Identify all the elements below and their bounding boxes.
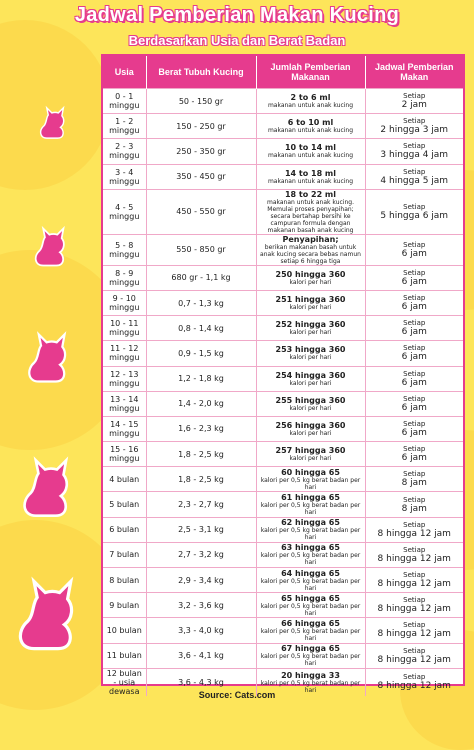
- jadwal-main: 6 jam: [401, 453, 427, 464]
- jadwal-top: Setiap: [403, 445, 426, 454]
- cell-jadwal: [365, 114, 463, 139]
- jumlah-sub: kalori per hari: [289, 429, 332, 437]
- cell-jumlah: [256, 139, 365, 164]
- table-row: [103, 517, 463, 542]
- jadwal-top: Setiap: [403, 92, 426, 101]
- table-row: [103, 265, 463, 290]
- cell-jadwal: [365, 234, 463, 265]
- jumlah-sub: kalori per 0,5 kg berat badan per hari: [260, 679, 361, 694]
- jadwal-top: Setiap: [403, 646, 426, 655]
- table-row: [103, 643, 463, 668]
- jumlah-main: 250 hingga 360: [275, 269, 346, 279]
- jumlah-sub: makanan untuk anak kucing: [267, 177, 354, 185]
- cat-icon: [22, 330, 78, 386]
- jadwal-top: Setiap: [403, 319, 426, 328]
- cell-jumlah: [256, 265, 365, 290]
- jadwal-top: Setiap: [403, 268, 426, 277]
- cell-jadwal: [365, 139, 463, 164]
- cell-usia: 10 - 11 minggu: [103, 316, 146, 341]
- jumlah-main: 65 hingga 65: [281, 593, 340, 603]
- jumlah-main: 18 to 22 ml: [284, 189, 337, 199]
- jadwal-top: Setiap: [403, 596, 426, 605]
- source-credit: Source: Cats.com: [198, 690, 276, 700]
- jadwal-top: Setiap: [403, 394, 426, 403]
- cell-berat: 2,5 - 3,1 kg: [146, 517, 256, 542]
- jadwal-main: 2 jam: [401, 100, 427, 111]
- cell-berat: 1,2 - 1,8 kg: [146, 366, 256, 391]
- cell-usia: 15 - 16 minggu: [103, 442, 146, 467]
- jumlah-main: 251 hingga 360: [275, 295, 346, 305]
- jadwal-top: Setiap: [403, 294, 426, 303]
- jadwal-top: Setiap: [403, 369, 426, 378]
- cell-berat: 3,3 - 4,0 kg: [146, 618, 256, 643]
- cell-jadwal: [365, 568, 463, 593]
- cell-usia: 0 - 1 minggu: [103, 89, 146, 114]
- cell-jadwal: [365, 593, 463, 618]
- cell-jadwal: [365, 643, 463, 668]
- cell-berat: 3,6 - 4,1 kg: [146, 643, 256, 668]
- cell-jadwal: [365, 265, 463, 290]
- jumlah-sub: kalori per 0,5 kg berat badan per hari: [260, 577, 361, 592]
- jadwal-top: Setiap: [403, 545, 426, 554]
- table-row: [103, 189, 463, 234]
- cell-berat: 1,8 - 2,5 kg: [146, 467, 256, 492]
- cell-jadwal: [365, 416, 463, 441]
- table-row: [103, 316, 463, 341]
- jadwal-main: 8 hingga 12 jam: [377, 528, 451, 539]
- cell-usia: 14 - 15 minggu: [103, 416, 146, 441]
- jumlah-main: 14 to 18 ml: [284, 168, 337, 178]
- jadwal-main: 8 hingga 12 jam: [377, 629, 451, 640]
- cell-usia: 5 - 8 minggu: [103, 234, 146, 265]
- jadwal-top: Setiap: [403, 202, 426, 211]
- jadwal-main: 6 jam: [401, 402, 427, 413]
- cell-jadwal: [365, 189, 463, 234]
- cell-berat: 2,7 - 3,2 kg: [146, 542, 256, 567]
- cell-berat: 1,6 - 2,3 kg: [146, 416, 256, 441]
- jadwal-main: 6 jam: [401, 327, 427, 338]
- jumlah-sub: makanan untuk anak kucing: [267, 102, 354, 110]
- jumlah-main: Penyapihan;: [282, 234, 339, 244]
- jadwal-main: 6 jam: [401, 377, 427, 388]
- cell-jadwal: [365, 467, 463, 492]
- table-row: [103, 234, 463, 265]
- cell-jadwal: [365, 316, 463, 341]
- jumlah-main: 2 to 6 ml: [290, 93, 331, 103]
- table-row: [103, 467, 463, 492]
- jumlah-sub: kalori per hari: [289, 278, 332, 286]
- cell-jadwal: [365, 492, 463, 517]
- cell-usia: 12 - 13 minggu: [103, 366, 146, 391]
- jadwal-main: 6 jam: [401, 276, 427, 287]
- cell-jumlah: [256, 618, 365, 643]
- cell-usia: 9 - 10 minggu: [103, 290, 146, 315]
- jadwal-top: Setiap: [403, 495, 426, 504]
- cell-berat: 150 - 250 gr: [146, 114, 256, 139]
- cell-jumlah: [256, 391, 365, 416]
- jumlah-main: 60 hingga 65: [281, 467, 340, 477]
- jadwal-main: 8 hingga 12 jam: [377, 553, 451, 564]
- header-jadwal: Jadwal Pemberian Makan: [365, 56, 463, 89]
- cell-usia: 12 bulan - usia dewasa: [103, 668, 146, 696]
- jadwal-top: Setiap: [403, 571, 426, 580]
- cell-jumlah: [256, 114, 365, 139]
- cell-usia: 7 bulan: [103, 542, 146, 567]
- cell-usia: 5 bulan: [103, 492, 146, 517]
- jadwal-top: Setiap: [403, 344, 426, 353]
- table-row: [103, 164, 463, 189]
- cell-berat: 680 gr - 1,1 kg: [146, 265, 256, 290]
- table-row: [103, 618, 463, 643]
- table-row: [103, 366, 463, 391]
- jadwal-main: 6 jam: [401, 302, 427, 313]
- jumlah-sub: kalori per 0,5 kg berat badan per hari: [260, 653, 361, 668]
- jumlah-sub: kalori per hari: [289, 455, 332, 463]
- cell-jumlah: [256, 517, 365, 542]
- cell-berat: 450 - 550 gr: [146, 189, 256, 234]
- cell-berat: 0,8 - 1,4 kg: [146, 316, 256, 341]
- jumlah-main: 62 hingga 65: [281, 518, 340, 528]
- header-jumlah: Jumlah Pemberian Makanan: [256, 56, 365, 89]
- cell-usia: 9 bulan: [103, 593, 146, 618]
- jumlah-sub: kalori per hari: [289, 379, 332, 387]
- cell-jumlah: [256, 593, 365, 618]
- jadwal-main: 2 hingga 3 jam: [380, 125, 449, 136]
- cell-usia: 8 - 9 minggu: [103, 265, 146, 290]
- table-row: [103, 114, 463, 139]
- jumlah-sub: kalori per hari: [289, 404, 332, 412]
- table-row: [103, 89, 463, 114]
- jumlah-main: 257 hingga 360: [275, 446, 346, 456]
- cell-usia: 4 bulan: [103, 467, 146, 492]
- cell-berat: 2,9 - 3,4 kg: [146, 568, 256, 593]
- cell-jumlah: [256, 164, 365, 189]
- jadwal-top: Setiap: [403, 470, 426, 479]
- jumlah-main: 67 hingga 65: [281, 644, 340, 654]
- cell-usia: 1 - 2 minggu: [103, 114, 146, 139]
- cell-berat: 0,7 - 1,3 kg: [146, 290, 256, 315]
- table-row: [103, 568, 463, 593]
- jumlah-sub: kalori per 0,5 kg berat badan per hari: [260, 502, 361, 517]
- cell-jumlah: [256, 234, 365, 265]
- cell-jadwal: [365, 542, 463, 567]
- cat-icon: [10, 575, 90, 655]
- cell-berat: 2,3 - 2,7 kg: [146, 492, 256, 517]
- jadwal-top: Setiap: [403, 673, 426, 682]
- jumlah-main: 61 hingga 65: [281, 493, 340, 503]
- cell-jumlah: [256, 89, 365, 114]
- jumlah-sub: kalori per 0,5 kg berat badan per hari: [260, 627, 361, 642]
- cell-jadwal: [365, 442, 463, 467]
- cell-jadwal: [365, 391, 463, 416]
- table-row: [103, 442, 463, 467]
- jadwal-top: Setiap: [403, 142, 426, 151]
- jadwal-main: 8 hingga 12 jam: [377, 604, 451, 615]
- jadwal-main: 8 hingga 12 jam: [377, 681, 451, 692]
- cell-berat: 350 - 450 gr: [146, 164, 256, 189]
- jumlah-sub: berikan makanan basah untuk anak kucing secara bebas namun setiap 6 hingga tiga: [260, 243, 361, 265]
- cell-jumlah: [256, 366, 365, 391]
- jadwal-main: 6 jam: [401, 248, 427, 259]
- cell-jadwal: [365, 164, 463, 189]
- cell-jumlah: [256, 416, 365, 441]
- jumlah-main: 20 hingga 33: [281, 670, 340, 680]
- jumlah-main: 6 to 10 ml: [287, 118, 334, 128]
- jumlah-sub: kalori per 0,5 kg berat badan per hari: [260, 476, 361, 491]
- cell-jadwal: [365, 290, 463, 315]
- jadwal-main: 6 jam: [401, 352, 427, 363]
- cell-jumlah: [256, 290, 365, 315]
- jumlah-main: 63 hingga 65: [281, 543, 340, 553]
- cell-jumlah: [256, 467, 365, 492]
- cat-icon: [16, 455, 82, 521]
- table-row: [103, 391, 463, 416]
- cell-berat: 1,4 - 2,0 kg: [146, 391, 256, 416]
- cat-icon: [36, 105, 72, 141]
- cell-berat: 1,8 - 2,5 kg: [146, 442, 256, 467]
- page-title: Jadwal Pemberian Makan Kucing: [74, 4, 400, 26]
- jadwal-main: 3 hingga 4 jam: [380, 150, 449, 161]
- cell-berat: 3,6 - 4,3 kg: [146, 668, 256, 696]
- jumlah-sub: makanan untuk anak kucing. Memulai proses penyapihan; secara bertahap bersihi ke campuran formula dengan makanan basah anak kucing: [266, 198, 354, 234]
- cell-jadwal: [365, 341, 463, 366]
- header-usia: Usia: [103, 56, 146, 89]
- cell-jadwal: [365, 517, 463, 542]
- table-row: [103, 341, 463, 366]
- cell-usia: 11 - 12 minggu: [103, 341, 146, 366]
- jumlah-main: 10 to 14 ml: [284, 143, 337, 153]
- cell-jumlah: [256, 189, 365, 234]
- jadwal-main: 6 jam: [401, 427, 427, 438]
- table-row: [103, 492, 463, 517]
- jadwal-top: Setiap: [403, 240, 426, 249]
- jadwal-main: 8 hingga 12 jam: [377, 579, 451, 590]
- jumlah-sub: kalori per hari: [289, 304, 332, 312]
- cell-usia: 3 - 4 minggu: [103, 164, 146, 189]
- jadwal-main: 4 hingga 5 jam: [380, 175, 449, 186]
- cat-icon: [30, 225, 74, 269]
- jumlah-sub: makanan untuk anak kucing: [267, 152, 354, 160]
- cell-usia: 2 - 3 minggu: [103, 139, 146, 164]
- cell-jumlah: [256, 442, 365, 467]
- cell-berat: 250 - 350 gr: [146, 139, 256, 164]
- cell-usia: 13 - 14 minggu: [103, 391, 146, 416]
- table-row: [103, 139, 463, 164]
- jumlah-main: 256 hingga 360: [275, 420, 346, 430]
- jadwal-main: 5 hingga 6 jam: [380, 210, 449, 221]
- cell-usia: 11 bulan: [103, 643, 146, 668]
- cell-jadwal: [365, 366, 463, 391]
- page-subtitle: Berdasarkan Usia dan Berat Badan: [128, 33, 346, 48]
- jumlah-main: 255 hingga 360: [275, 395, 346, 405]
- cell-jumlah: [256, 643, 365, 668]
- cell-usia: 4 - 5 minggu: [103, 189, 146, 234]
- cell-berat: 50 - 150 gr: [146, 89, 256, 114]
- cell-jumlah: [256, 341, 365, 366]
- jadwal-main: 8 jam: [401, 503, 427, 514]
- jumlah-sub: kalori per 0,5 kg berat badan per hari: [260, 527, 361, 542]
- jumlah-sub: kalori per 0,5 kg berat badan per hari: [260, 552, 361, 567]
- table-row: [103, 416, 463, 441]
- jumlah-sub: kalori per hari: [289, 329, 332, 337]
- cell-usia: 6 bulan: [103, 517, 146, 542]
- table-row: [103, 542, 463, 567]
- jumlah-main: 64 hingga 65: [281, 568, 340, 578]
- table-row: [103, 593, 463, 618]
- jumlah-sub: kalori per hari: [289, 354, 332, 362]
- table-row: [103, 290, 463, 315]
- jadwal-top: Setiap: [403, 621, 426, 630]
- cell-jumlah: [256, 568, 365, 593]
- jadwal-main: 8 jam: [401, 478, 427, 489]
- cell-jadwal: [365, 89, 463, 114]
- table-header-row: [103, 56, 463, 89]
- cell-jadwal: [365, 618, 463, 643]
- jumlah-main: 253 hingga 360: [275, 345, 346, 355]
- header-berat: Berat Tubuh Kucing: [146, 56, 256, 89]
- jadwal-top: Setiap: [403, 117, 426, 126]
- jumlah-main: 254 hingga 360: [275, 370, 346, 380]
- jadwal-main: 8 hingga 12 jam: [377, 654, 451, 665]
- jadwal-top: Setiap: [403, 167, 426, 176]
- jumlah-sub: kalori per 0,5 kg berat badan per hari: [260, 602, 361, 617]
- cell-berat: 550 - 850 gr: [146, 234, 256, 265]
- jadwal-top: Setiap: [403, 419, 426, 428]
- jumlah-main: 66 hingga 65: [281, 618, 340, 628]
- cell-berat: 0,9 - 1,5 kg: [146, 341, 256, 366]
- cell-usia: 10 bulan: [103, 618, 146, 643]
- cell-jumlah: [256, 316, 365, 341]
- jumlah-sub: makanan untuk anak kucing: [267, 127, 354, 135]
- cell-berat: 3,2 - 3,6 kg: [146, 593, 256, 618]
- cell-jumlah: [256, 542, 365, 567]
- cell-usia: 8 bulan: [103, 568, 146, 593]
- cell-jumlah: [256, 492, 365, 517]
- jumlah-main: 252 hingga 360: [275, 320, 346, 330]
- jadwal-top: Setiap: [403, 520, 426, 529]
